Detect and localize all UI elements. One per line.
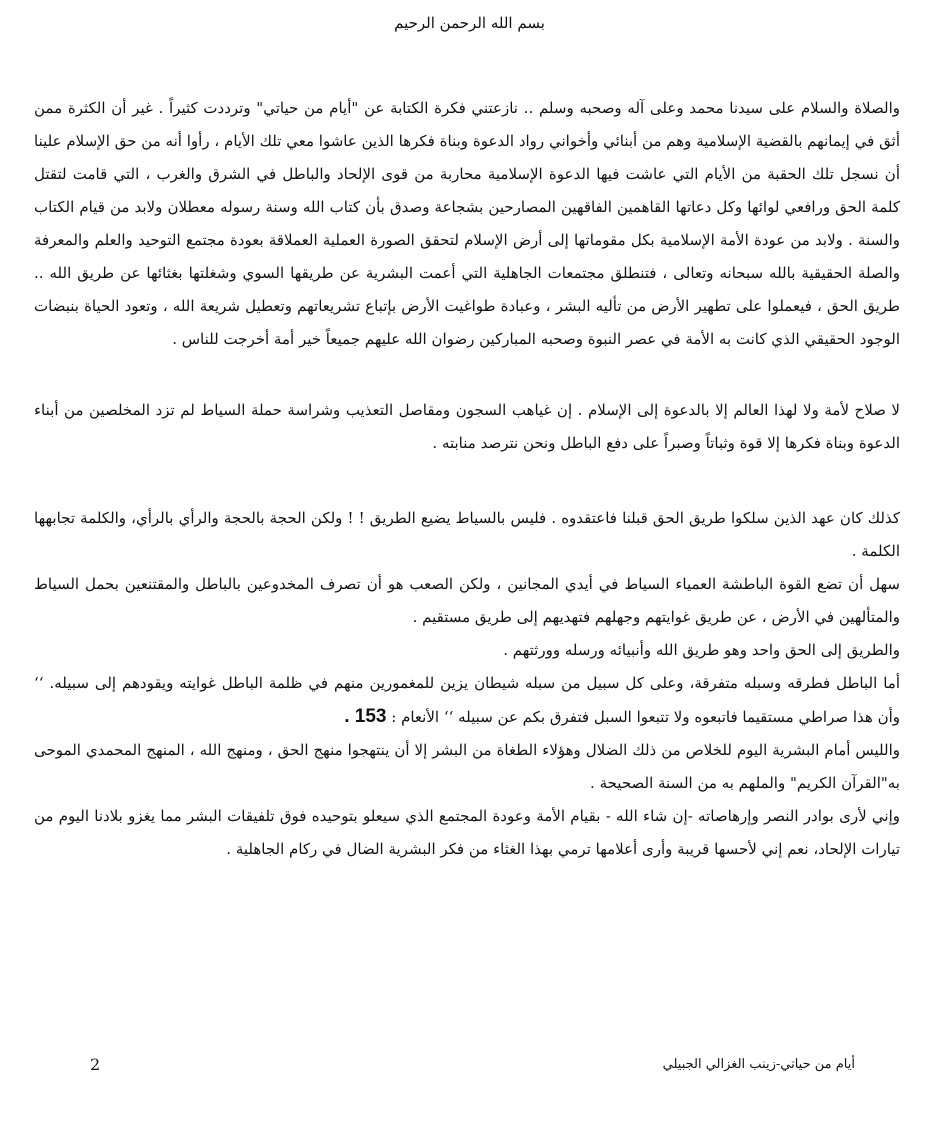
ayah-text: أما الباطل فطرقه وسبله متفرقة، وعلى كل سبيل من سبله شيطان يزين للمغمورين منهم في ظلمة الباطل غوايته ويقودهم إلى سبيله. ‘‘ وأن هذا صراطي مستقيما فاتبعوه ولا تتبعوا السبل فتفرق بكم عن سبيله ‘‘ الأنعام : bbox=[34, 674, 900, 726]
basmala-heading: بسم الله الرحمن الرحيم bbox=[394, 14, 545, 32]
paragraph-falsehood-paths bbox=[34, 667, 900, 734]
paragraph-whips: سهل أن تضع القوة الباطشة العمياء السياط في أيدي المجانين ، ولكن الصعب هو أن تصرف المخدوعين بالباطل والمقتنعين بحمل السياط والمتألهين في الأرض ، عن طريق غوايتهم وجهلهم فتهديهم إلى طريق مستقيم . bbox=[34, 575, 900, 626]
paragraph-spacer bbox=[34, 460, 900, 502]
paragraph-spacer bbox=[34, 356, 900, 394]
ayah-number: 153 . bbox=[344, 706, 387, 727]
paragraph-one-path: والطريق إلى الحق واحد وهو طريق الله وأنبيائه ورسله وورثتهم . bbox=[503, 641, 900, 659]
paragraph-no-reform: لا صلاح لأمة ولا لهذا العالم إلا بالدعوة إلى الإسلام . إن غياهب السجون ومقاصل التعذيب وشراسة حملة السياط لم تزد المخلصين من أبناء الدعوة وبناة فكرها إلا قوة وثباتاً وصبراً على دفع الباطل ونحن نترصد منابته . bbox=[34, 401, 900, 452]
paragraph-victory: وإني لأرى بوادر النصر وإرهاصاته -إن شاء الله - بقيام الأمة وعودة المجتمع الذي سيعلو بتوحيده فوق تلفيقات البشر مما يغزو بلادنا اليوم من تيارات الإلحاد، نعم إني لأحسها قريبة وأرى أعلامها ترمي بهذا الغثاء من فكر البشرية الضال في ركام الجاهلية . bbox=[34, 807, 900, 858]
paragraph-path-of-truth: كذلك كان عهد الذين سلكوا طريق الحق قبلنا فاعتقدوه . فليس بالسياط يضيع الطريق ! ! ولكن الحجة بالحجة والرأي بالرأي، والكلمة تجابهها الكلمة . bbox=[34, 509, 900, 560]
document-body bbox=[34, 92, 900, 866]
paragraph-intro: والصلاة والسلام على سيدنا محمد وعلى آله وصحبه وسلم .. نازعتني فكرة الكتابة عن "أيام من حياتي" وترددت كثيراً . غير أن الكثرة ممن أثق في إيمانهم بالقضية الإسلامية وهم من أبنائي وأخواني رواد الدعوة وبناة فكرها الذين عاشوا معي تلك الأيام ، رأوا أنه من حق الإسلام علينا أن نسجل تلك الحقبة من الأيام التي عاشت فيها الدعوة الإسلامية محاربة من قوى الإلحاد والباطل في الشرق والغرب ، التي قامت لتقتل كلمة الحق ورافعي لوائها وكل دعاتها القاهمين الفاقهين المصارحين بشجاعة وصدق بأن كتاب الله وسنة رسوله معطلان ولابد من قيام الكتاب والسنة . ولابد من عودة الأمة الإسلامية بكل مقوماتها إلى أرض الإسلام لتحقق الصورة العملية العملاقة بعودة مجتمع التوحيد والعلم والمعرفة والصلة الحقيقية بالله سبحانه وتعالى ، فتنطلق مجتمعات الجاهلية التي أعمت البشرية عن طريقها السوي وشغلتها بغثائها عن طريق الله .. طريق الحق ، فيعملوا على تطهير الأرض من تأليه البشر ، وعبادة طواغيت الأرض بإتباع تشريعاتهم وتعطيل شريعة الله ، وتعود الحياة بنبضات الوجود الحقيقي الذي كانت به الأمة في عصر النبوة وصحبه المباركين رضوان الله عليهم جميعاً خير أمة أخرجت للناس . bbox=[34, 99, 900, 348]
page-number: 2 bbox=[90, 1055, 101, 1074]
paragraph-salvation: والليس أمام البشرية اليوم للخلاص من ذلك الضلال وهؤلاء الطغاة من البشر إلا أن ينتهجوا منهج الحق ، ومنهج الله ، المنهج المحمدي الموحى به"القرآن الكريم" والملهم به من السنة الصحيحة . bbox=[34, 741, 900, 792]
footer-book-title: أيام من حياتي-زينب الغزالي الجبيلي bbox=[662, 1057, 855, 1072]
